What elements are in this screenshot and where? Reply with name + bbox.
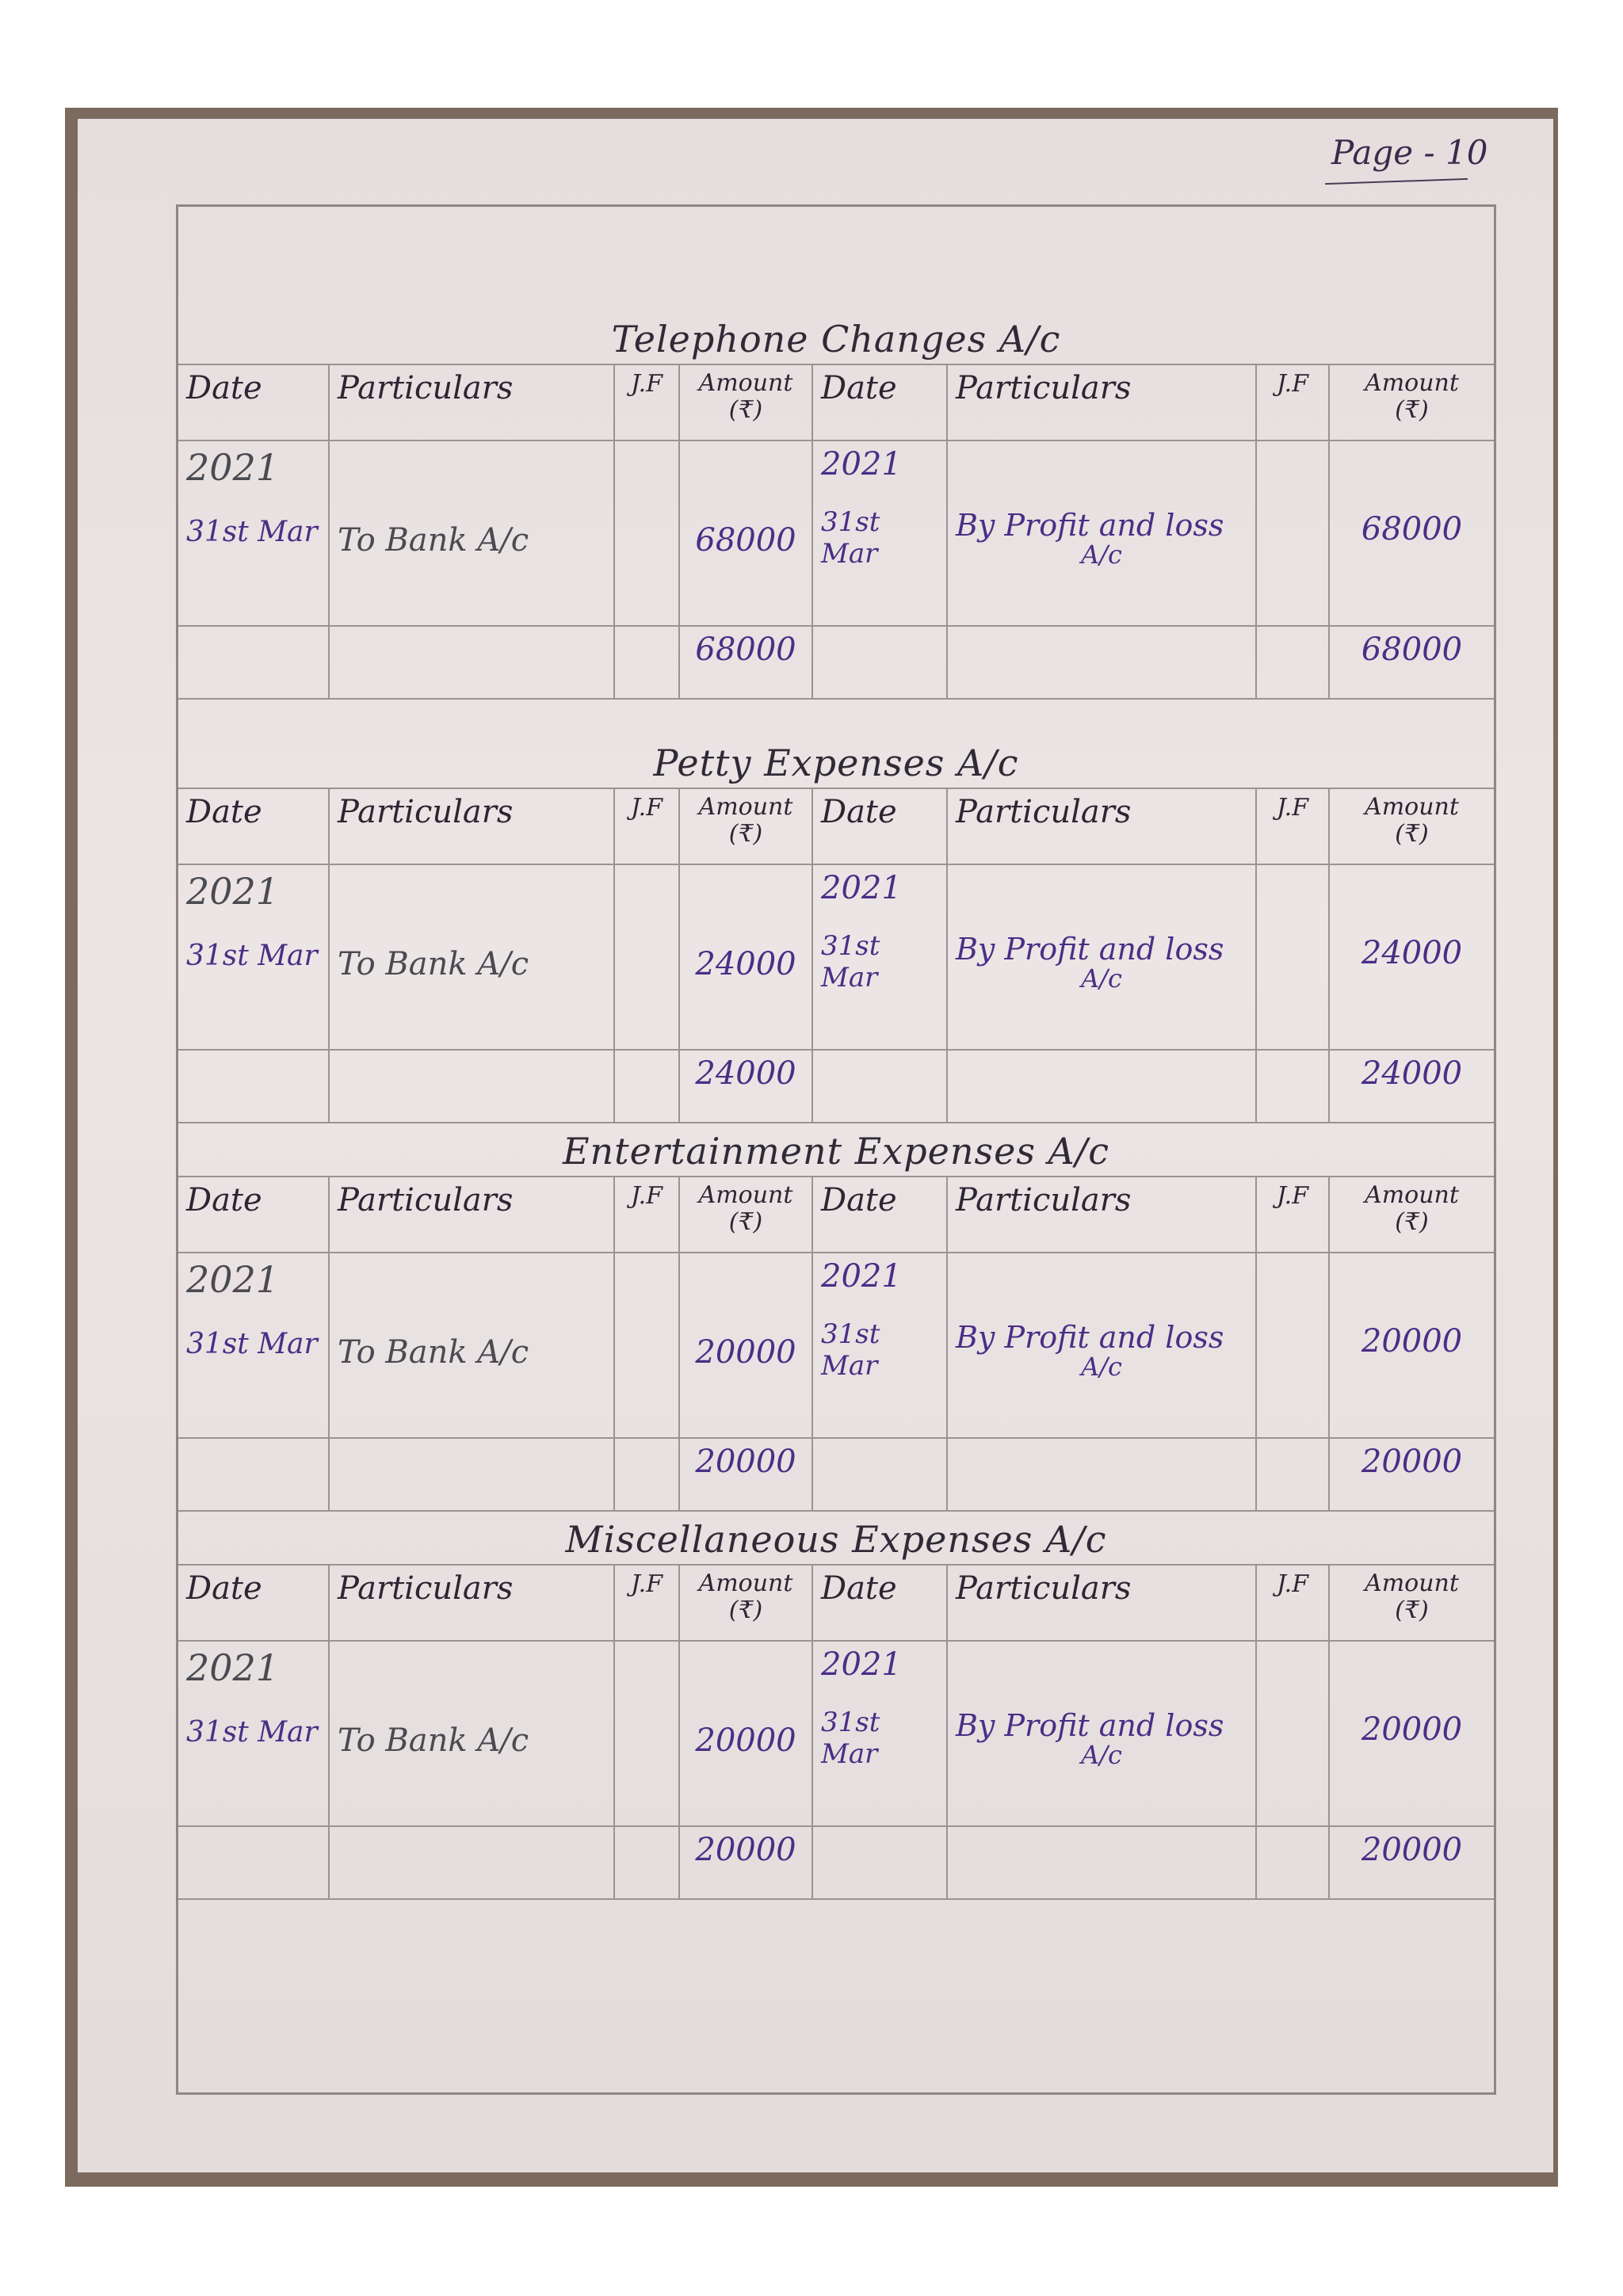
debit-date-header: Date (178, 788, 329, 864)
credit-amount-header: Amount (₹) (1329, 1177, 1494, 1253)
ledger-table (178, 1564, 1494, 1900)
debit-amount: 20000 (679, 1253, 812, 1438)
credit-jf (1256, 441, 1329, 626)
total-blank (812, 1050, 947, 1123)
credit-jf-header: J.F (1256, 788, 1329, 864)
total-blank (614, 1050, 679, 1123)
total-blank (1256, 626, 1329, 699)
debit-jf-header: J.F (614, 1177, 679, 1253)
credit-particulars: By Profit and loss A/c (947, 441, 1256, 626)
debit-amount: 68000 (679, 441, 812, 626)
credit-amount-header: Amount (₹) (1329, 364, 1494, 441)
account-title: Petty Expenses A/c (653, 742, 1019, 784)
credit-date-header: Date (812, 1565, 947, 1641)
total-blank (947, 1826, 1256, 1899)
debit-jf (614, 864, 679, 1050)
debit-jf-header: J.F (614, 1565, 679, 1641)
total-row (178, 1438, 1494, 1511)
header-row (178, 1177, 1494, 1253)
total-blank (178, 626, 329, 699)
credit-amount: 68000 (1329, 441, 1494, 626)
credit-particulars-header: Particulars (947, 788, 1256, 864)
credit-total: 20000 (1329, 1438, 1494, 1511)
account-title: Entertainment Expenses A/c (562, 1130, 1110, 1173)
debit-particulars: To Bank A/c (329, 441, 614, 626)
page-frame (176, 204, 1496, 2095)
debit-total: 24000 (679, 1050, 812, 1123)
ledger-table (178, 364, 1494, 700)
debit-jf-header: J.F (614, 364, 679, 441)
debit-jf-header: J.F (614, 788, 679, 864)
entry-row (178, 864, 1494, 1050)
total-row (178, 1826, 1494, 1899)
debit-date: 2021 31st Mar (178, 441, 329, 626)
entry-row (178, 441, 1494, 626)
total-blank (1256, 1438, 1329, 1511)
total-blank (947, 626, 1256, 699)
total-blank (329, 1438, 614, 1511)
debit-particulars: To Bank A/c (329, 864, 614, 1050)
debit-particulars: To Bank A/c (329, 1641, 614, 1826)
credit-date-header: Date (812, 788, 947, 864)
total-blank (947, 1438, 1256, 1511)
credit-total: 24000 (1329, 1050, 1494, 1123)
total-blank (812, 1826, 947, 1899)
total-blank (614, 1826, 679, 1899)
total-blank (812, 1438, 947, 1511)
header-row (178, 788, 1494, 864)
credit-date: 2021 31st Mar (812, 441, 947, 626)
debit-date: 2021 31st Mar (178, 1641, 329, 1826)
total-blank (614, 1438, 679, 1511)
total-row (178, 626, 1494, 699)
debit-date-header: Date (178, 1177, 329, 1253)
credit-particulars: By Profit and loss A/c (947, 1253, 1256, 1438)
credit-total: 68000 (1329, 626, 1494, 699)
credit-jf-header: J.F (1256, 1177, 1329, 1253)
credit-total: 20000 (1329, 1826, 1494, 1899)
entry-row (178, 1641, 1494, 1826)
credit-particulars-header: Particulars (947, 1565, 1256, 1641)
debit-jf (614, 441, 679, 626)
credit-jf (1256, 864, 1329, 1050)
credit-particulars-header: Particulars (947, 364, 1256, 441)
debit-particulars: To Bank A/c (329, 1253, 614, 1438)
header-row (178, 1565, 1494, 1641)
header-row (178, 364, 1494, 441)
credit-jf-header: J.F (1256, 1565, 1329, 1641)
total-blank (178, 1826, 329, 1899)
debit-amount-header: Amount (₹) (679, 364, 812, 441)
credit-date: 2021 31st Mar (812, 1641, 947, 1826)
debit-amount-header: Amount (₹) (679, 1177, 812, 1253)
account-title: Miscellaneous Expenses A/c (565, 1518, 1107, 1561)
credit-jf (1256, 1253, 1329, 1438)
total-blank (812, 626, 947, 699)
credit-date: 2021 31st Mar (812, 1253, 947, 1438)
total-blank (614, 626, 679, 699)
debit-date: 2021 31st Mar (178, 1253, 329, 1438)
credit-jf-header: J.F (1256, 364, 1329, 441)
credit-particulars: By Profit and loss A/c (947, 864, 1256, 1050)
debit-particulars-header: Particulars (329, 1565, 614, 1641)
entry-row (178, 1253, 1494, 1438)
total-blank (947, 1050, 1256, 1123)
debit-date-header: Date (178, 1565, 329, 1641)
credit-amount: 20000 (1329, 1641, 1494, 1826)
debit-particulars-header: Particulars (329, 1177, 614, 1253)
total-blank (178, 1050, 329, 1123)
total-blank (1256, 1826, 1329, 1899)
credit-amount: 24000 (1329, 864, 1494, 1050)
debit-jf (614, 1641, 679, 1826)
ledger-table (178, 1176, 1494, 1512)
debit-particulars-header: Particulars (329, 364, 614, 441)
credit-amount: 20000 (1329, 1253, 1494, 1438)
debit-amount-header: Amount (₹) (679, 1565, 812, 1641)
debit-amount: 24000 (679, 864, 812, 1050)
debit-date-header: Date (178, 364, 329, 441)
credit-particulars-header: Particulars (947, 1177, 1256, 1253)
debit-total: 68000 (679, 626, 812, 699)
credit-date: 2021 31st Mar (812, 864, 947, 1050)
debit-total: 20000 (679, 1826, 812, 1899)
credit-particulars: By Profit and loss A/c (947, 1641, 1256, 1826)
total-blank (1256, 1050, 1329, 1123)
credit-jf (1256, 1641, 1329, 1826)
credit-date-header: Date (812, 364, 947, 441)
credit-amount-header: Amount (₹) (1329, 788, 1494, 864)
total-blank (329, 626, 614, 699)
debit-amount-header: Amount (₹) (679, 788, 812, 864)
debit-particulars-header: Particulars (329, 788, 614, 864)
debit-jf (614, 1253, 679, 1438)
account-title: Telephone Changes A/c (611, 318, 1061, 360)
debit-date: 2021 31st Mar (178, 864, 329, 1050)
ledger-table (178, 788, 1494, 1123)
total-blank (329, 1826, 614, 1899)
page-number: Page - 10 (1331, 133, 1488, 172)
total-blank (329, 1050, 614, 1123)
debit-total: 20000 (679, 1438, 812, 1511)
total-row (178, 1050, 1494, 1123)
credit-date-header: Date (812, 1177, 947, 1253)
total-blank (178, 1438, 329, 1511)
credit-amount-header: Amount (₹) (1329, 1565, 1494, 1641)
debit-amount: 20000 (679, 1641, 812, 1826)
